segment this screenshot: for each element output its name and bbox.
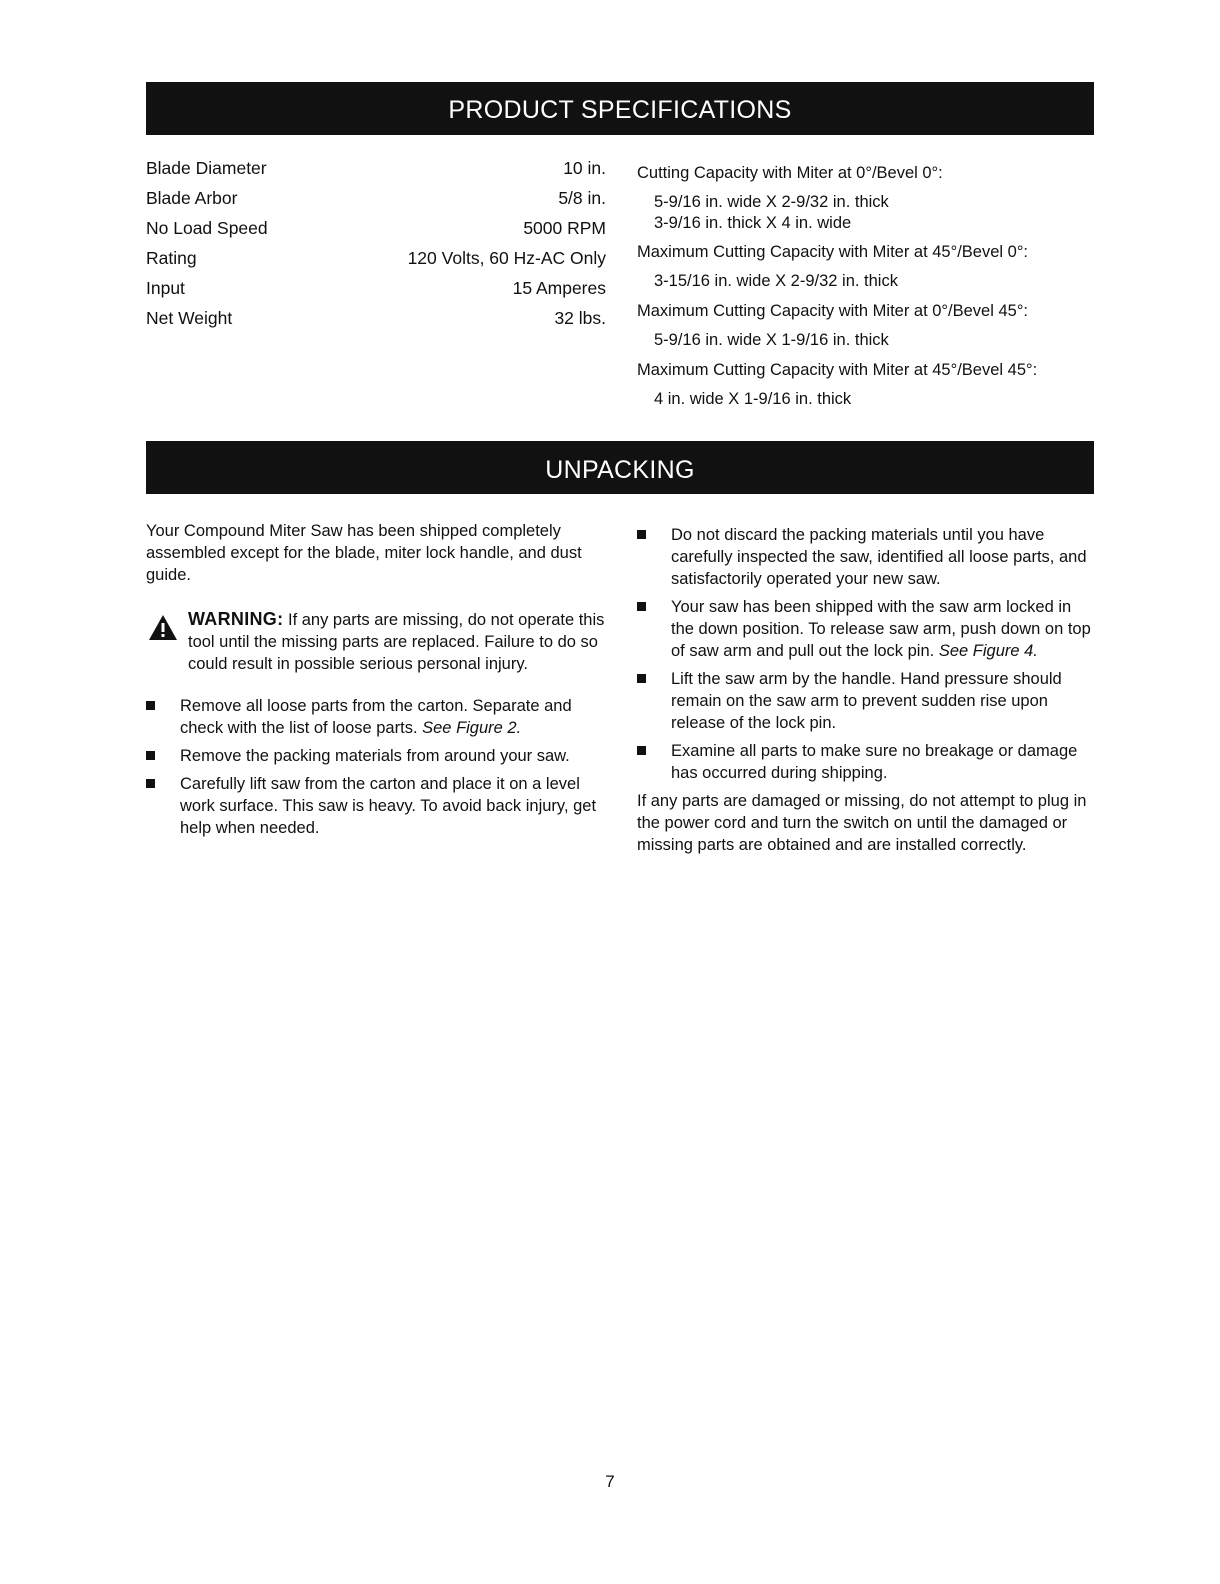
list-item [146,695,606,739]
cutting-capacities [637,162,1107,418]
list-item [637,740,1097,784]
capacity-line: 5-9/16 in. wide X 1-9/16 in. thick [654,331,889,349]
spec-row [146,246,606,276]
bullet-text: Your saw has been shipped with the saw arm locked in the down position. To release saw arm, push down on top of saw arm and pull out the lock pin. [671,598,1091,660]
bullet-text: Do not discard the packing materials until you have carefully inspected the saw, identified all loose parts, and satisfactorily operated your new saw. [671,526,1087,588]
capacity-line: 3-9/16 in. thick X 4 in. wide [654,214,852,232]
figure-reference: See Figure 4. [938,642,1038,660]
spec-label: Blade Diameter [146,158,267,178]
capacity-heading: Maximum Cutting Capacity with Miter at 0°/Bevel 45°: [637,302,1029,320]
intro-paragraph: Your Compound Miter Saw has been shipped completely assembled except for the blade, miter lock handle, and dust guide. [146,522,582,584]
spec-row [146,186,606,216]
spec-value: 15 Amperes [512,278,606,298]
spec-label: No Load Speed [146,218,268,238]
capacity-group [637,359,1107,410]
unpacking-left-column [146,520,606,845]
capacity-heading: Cutting Capacity with Miter at 0°/Bevel 0°: [637,164,943,182]
capacity-group [637,241,1107,292]
list-item [637,596,1097,662]
product-specifications-header: PRODUCT SPECIFICATIONS [146,82,1094,135]
spec-value: 5/8 in. [558,188,606,208]
capacity-group [637,300,1107,351]
spec-value: 32 lbs. [554,308,606,328]
bullet-text: Examine all parts to make sure no breakage or damage has occurred during shipping. [671,742,1078,782]
bullet-square-icon [637,746,646,755]
list-item [146,745,606,767]
spec-row [146,156,606,186]
bullet-text: Remove all loose parts from the carton. Separate and check with the list of loose parts. [180,697,572,737]
closing-paragraph: If any parts are damaged or missing, do not attempt to plug in the power cord and turn the switch on until the damaged or missing parts are obtained and are installed correctly. [637,792,1087,854]
warning-label: WARNING: [188,609,284,629]
spec-label: Rating [146,248,197,268]
spec-label: Net Weight [146,308,233,328]
bullet-square-icon [146,751,155,760]
list-item [146,773,606,839]
list-item [637,524,1097,590]
spec-row [146,276,606,306]
spec-label: Input [146,278,185,298]
bullet-square-icon [637,674,646,683]
unpacking-header: UNPACKING [146,441,1094,494]
warning-triangle-icon [148,614,178,641]
bullet-text: Carefully lift saw from the carton and place it on a level work surface. This saw is heavy. To avoid back injury, get help when needed. [180,775,597,837]
bullet-square-icon [637,530,646,539]
page-number: 7 [605,1472,615,1491]
bullet-square-icon [637,602,646,611]
spec-value: 120 Volts, 60 Hz-AC Only [407,248,606,268]
warning-block [146,608,606,675]
spec-value: 5000 RPM [523,218,606,238]
capacity-group [637,162,1107,234]
capacity-heading: Maximum Cutting Capacity with Miter at 45°/Bevel 0°: [637,243,1029,261]
capacity-line: 4 in. wide X 1-9/16 in. thick [654,390,852,408]
list-item [637,668,1097,734]
unpacking-right-column [637,524,1097,870]
warning-text: If any parts are missing, do not operate this tool until the missing parts are replaced. Failure to do so could result in possible serious personal injury. [188,611,605,673]
spec-value: 10 in. [563,158,606,178]
spec-row [146,216,606,246]
capacity-line: 3-15/16 in. wide X 2-9/32 in. thick [654,272,898,290]
spec-table [146,156,606,336]
figure-reference: See Figure 2. [422,719,522,737]
capacity-heading: Maximum Cutting Capacity with Miter at 45°/Bevel 45°: [637,361,1038,379]
spec-row [146,306,606,336]
bullet-text: Remove the packing materials from around your saw. [180,747,570,765]
capacity-line: 5-9/16 in. wide X 2-9/32 in. thick [654,193,889,211]
bullet-text: Lift the saw arm by the handle. Hand pressure should remain on the saw arm to prevent sudden rise upon release of the lock pin. [671,670,1062,732]
spec-label: Blade Arbor [146,188,238,208]
bullet-square-icon [146,779,155,788]
bullet-square-icon [146,701,155,710]
